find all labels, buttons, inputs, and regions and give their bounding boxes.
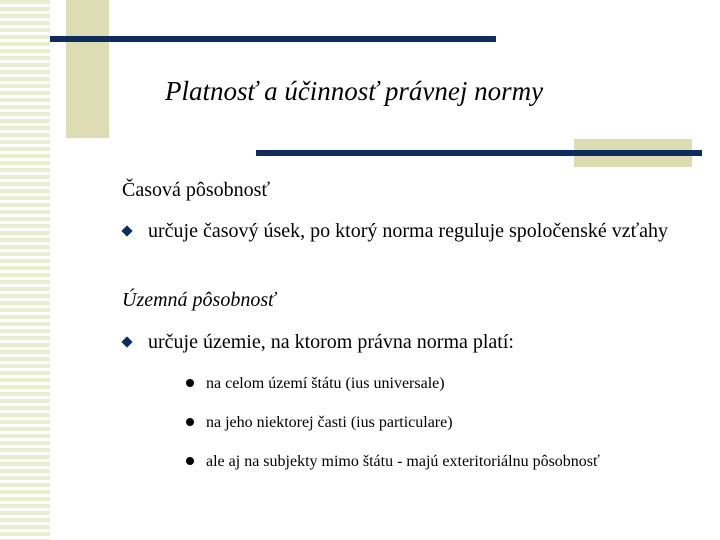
section-heading-time: Časová pôsobnosť [122,179,270,201]
diamond-bullet-icon [121,336,132,347]
round-bullet-icon [186,457,194,465]
round-bullet-icon [186,418,194,426]
title-rule-top [50,36,496,42]
diamond-bullet-icon [121,225,132,236]
sub-list-item [186,412,616,433]
sub-list-item [186,373,616,394]
left-striped-margin [0,0,50,540]
sub-list-item-text: na celom území štátu (ius universale) [206,375,445,392]
title-rule-bottom [256,150,702,156]
list-item-text: určuje územie, na ktorom právna norma platí: [148,331,514,353]
list-item-text: určuje časový úsek, po ktorý norma reguluje spoločenské vzťahy [148,220,669,242]
section-heading-territory: Územná pôsobnosť [122,289,276,311]
sub-list-item-text: na jeho niektorej časti (ius particulare) [206,414,453,431]
slide-title: Platnosť a účinnosť právnej normy [165,76,544,106]
sub-list-item [186,451,616,472]
decorative-olive-block-top [66,0,109,138]
list-item [122,330,682,355]
list-item [122,219,682,244]
sub-list-item-text: ale aj na subjekty mimo štátu - majú exteritoriálnu pôsobnosť [206,453,600,470]
round-bullet-icon [186,379,194,387]
